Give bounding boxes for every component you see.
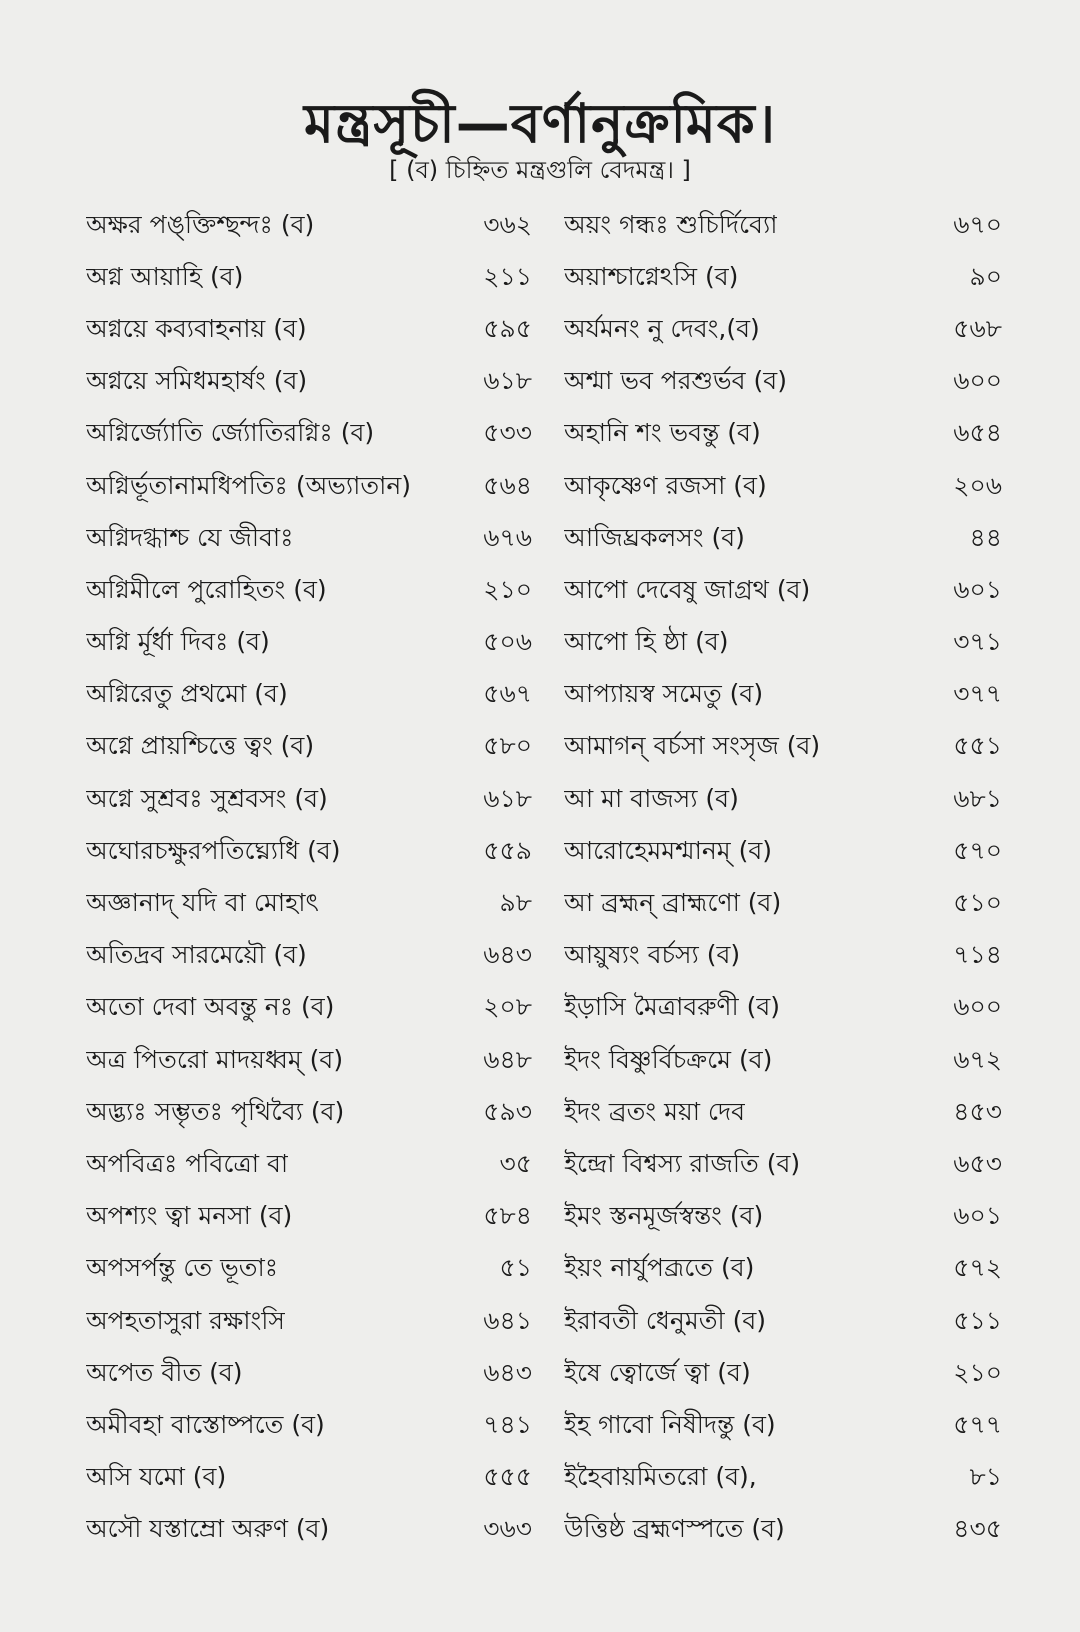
mantra-text: ইদং বিষ্ণুর্বিচক্রমে (ব) [564,1044,773,1074]
page-title: মন্ত্রসূচী—বর্ণানুক্রমিক। [303,92,777,155]
mantra-text: অগ্নি র্মূর্ধা দিবঃ (ব) [86,627,270,657]
index-entry [564,1244,1002,1296]
index-entry [86,1139,532,1191]
index-entry [86,1192,532,1244]
page-number: ৭৪১ [483,1409,532,1439]
index-entry [564,774,1002,826]
page-number: ৩৬৩ [483,1514,532,1544]
index-entry [86,983,532,1035]
mantra-text: ইরাবতী ধেনুমতী (ব) [564,1305,767,1335]
page-number: ৬৪৩ [483,1357,532,1387]
index-entry [86,252,532,304]
index-entry [86,513,532,565]
index-entry [564,565,1002,617]
page-number: ৬০১ [953,574,1002,604]
index-entry [86,409,532,461]
mantra-text: অত্র পিতরো মাদয়ধ্বম্ (ব) [86,1044,344,1074]
index-entry [86,670,532,722]
mantra-text: আজিঘ্রকলসং (ব) [564,522,745,552]
page-number: ৬৭২ [953,1044,1002,1074]
index-entry [86,304,532,356]
page-number: ৬৭৬ [483,522,532,552]
mantra-text: আরোহেমমশ্মানম্ (ব) [564,835,773,865]
mantra-text: ইয়ং নার্যুপব্রূতে (ব) [564,1253,755,1283]
index-entry [564,618,1002,670]
page-number: ৬৫৪ [953,418,1002,448]
mantra-text: অতিদ্রব সারমেয়ৌ (ব) [86,940,307,970]
mantra-text: আকৃষ্ণেণ রজসা (ব) [564,470,767,500]
page-number: ৬১৮ [483,366,532,396]
page-number: ৯৮ [499,888,532,918]
mantra-text: অদ্ভ্যঃ সম্ভৃতঃ পৃথিব্যৈ (ব) [86,1096,345,1126]
page-number: ২১০ [953,1357,1002,1387]
page-number: ৩৭৭ [953,679,1002,709]
page-number: ২০৮ [483,992,532,1022]
page-number: ৫৮৪ [483,1201,532,1231]
mantra-text: অঘোরচক্ষুরপতিঘ্ন্যেধি (ব) [86,835,341,865]
index-entry [564,1348,1002,1400]
mantra-text: অগ্নে প্রায়শ্চিত্তে ত্বং (ব) [86,731,315,761]
mantra-text: অহানি শং ভবন্তু (ব) [564,418,761,448]
page-subtitle: [ (ব) চিহ্নিত মন্ত্রগুলি বেদমন্ত্র। ] [389,156,691,184]
page-number: ৫৫৫ [483,1462,532,1492]
index-entry [86,1244,532,1296]
index-entry [564,1296,1002,1348]
page-number: ৫৫১ [953,731,1002,761]
index-entry [564,1139,1002,1191]
mantra-text: আ মা বাজস্য (ব) [564,783,739,813]
mantra-text: ইহৈবায়মিতরো (ব), [564,1462,757,1492]
index-entry [86,931,532,983]
index-entry [564,357,1002,409]
mantra-text: অপবিত্রঃ পবিত্রো বা [86,1148,289,1178]
page-number: ৫৫৯ [483,835,532,865]
right-column [564,200,1002,1557]
mantra-text: অগ্নিমীলে পুরোহিতং (ব) [86,574,327,604]
index-entry [86,1348,532,1400]
index-entry [86,618,532,670]
page-number: ৫১ [499,1253,532,1283]
index-entry [564,1505,1002,1557]
mantra-text: অগ্নয়ে সমিধমহার্ষং (ব) [86,366,308,396]
index-entry [86,722,532,774]
index-entry [86,461,532,513]
mantra-text: অগ্নিরেতু প্রথমো (ব) [86,679,288,709]
page-number: ৫৩৩ [483,418,532,448]
page-number: ৫৯৫ [483,313,532,343]
page-number: ৫৭২ [953,1253,1002,1283]
page-number: ৯০ [969,261,1002,291]
page-number: ৬০১ [953,1201,1002,1231]
page-number: ৪৪ [969,522,1002,552]
index-entry [86,774,532,826]
mantra-text: অপেত বীত (ব) [86,1357,243,1387]
mantra-text: অসি যমো (ব) [86,1462,227,1492]
index-entry [564,1192,1002,1244]
index-entry [564,983,1002,1035]
index-entry [564,513,1002,565]
page-number: ৩৭১ [953,627,1002,657]
page-number: ৩৬২ [483,209,532,239]
page-number: ৫৮০ [483,731,532,761]
page-number: ৫১১ [953,1305,1002,1335]
mantra-text: উত্তিষ্ঠ ব্রহ্মণস্পতে (ব) [564,1514,785,1544]
mantra-text: অগ্নয়ে কব্যবাহনায় (ব) [86,313,307,343]
mantra-text: অক্ষর পঙ্‌ক্তিশ্ছন্দঃ (ব) [86,209,315,239]
page-number: ৭১৪ [953,940,1002,970]
mantra-text: ইমং স্তনমূর্জস্বন্তং (ব) [564,1201,764,1231]
index-entry [86,1453,532,1505]
index-entry [564,826,1002,878]
index-entry [564,1087,1002,1139]
mantra-text: আ ব্রহ্মন্ ব্রাহ্মণো (ব) [564,888,782,918]
mantra-text: অশ্মা ভব পরশুর্ভব (ব) [564,366,787,396]
mantra-text: অর্যমনং নু দেবং,(ব) [564,313,760,343]
index-entry [564,931,1002,983]
index-entry [86,565,532,617]
mantra-text: ইড়াসি মৈত্রাবরুণী (ব) [564,992,781,1022]
page-number: ৬০০ [953,366,1002,396]
mantra-text: অগ্ন আয়াহি (ব) [86,261,244,291]
page-number: ৫৯৩ [483,1096,532,1126]
page-number: ৫৭৭ [953,1409,1002,1439]
index-entry [564,461,1002,513]
page-number: ৬৫৩ [953,1148,1002,1178]
index-entry [564,304,1002,356]
index-entry [86,200,532,252]
page-number: ২০৬ [953,470,1002,500]
page-number: ২১০ [483,574,532,604]
mantra-text: আমাগন্ বর্চসা সংসৃজ (ব) [564,731,821,761]
mantra-text: ইষে ত্বোর্জে ত্বা (ব) [564,1357,751,1387]
mantra-text: অসৌ যস্তাম্রো অরুণ (ব) [86,1514,330,1544]
mantra-text: ইদং ব্রতং ময়া দেব [564,1096,746,1126]
index-entry [564,1400,1002,1452]
page-number: ৪৩৫ [953,1514,1002,1544]
left-column [86,200,532,1557]
page-number: ৬৪৮ [483,1044,532,1074]
mantra-text: অয়ং গন্ধঃ শুচির্দিব্যো [564,209,778,239]
mantra-text: অগ্নে সুশ্রবঃ সুশ্রবসং (ব) [86,783,328,813]
page-number: ৬৭০ [953,209,1002,239]
page-number: ৫০৬ [483,627,532,657]
index-entry [564,252,1002,304]
index-entry [564,670,1002,722]
mantra-text: আপো হি ষ্ঠা (ব) [564,627,729,657]
mantra-text: অপশ্যং ত্বা মনসা (ব) [86,1201,293,1231]
page-number: ৬০০ [953,992,1002,1022]
index-entry [86,1035,532,1087]
mantra-text: আপো দেবেষু জাগ্রথ (ব) [564,574,811,604]
page-number: ২১১ [483,261,532,291]
index-entry [564,409,1002,461]
mantra-text: অমীবহা বাস্তোষ্পতে (ব) [86,1409,325,1439]
index-entry [564,200,1002,252]
mantra-text: অগ্নিদগ্ধাশ্চ যে জীবাঃ [86,522,294,552]
mantra-text: অপসর্পন্তু তে ভূতাঃ [86,1253,279,1283]
page-number: ৮১ [969,1462,1002,1492]
index-entry [86,357,532,409]
page-number: ৬১৮ [483,783,532,813]
index-entry [86,878,532,930]
mantra-text: ইহ গাবো নিষীদন্তু (ব) [564,1409,776,1439]
index-entry [86,1400,532,1452]
page-number: ৬৪৩ [483,940,532,970]
page-number: ৪৫৩ [953,1096,1002,1126]
page-number: ৫১০ [953,888,1002,918]
index-entry [564,1453,1002,1505]
index-entry [564,722,1002,774]
page-number: ৫৬৭ [483,679,532,709]
index-entry [86,826,532,878]
page-number: ৬৪১ [483,1305,532,1335]
index-entry [86,1087,532,1139]
mantra-text: অপহতাসুরা রক্ষাংসি [86,1305,285,1335]
mantra-text: অজ্ঞানাদ্ যদি বা মোহাৎ [86,888,319,918]
index-entry [86,1505,532,1557]
index-entry [86,1296,532,1348]
mantra-text: আপ্যায়স্ব সমেতু (ব) [564,679,764,709]
page-number: ৫৭০ [953,835,1002,865]
mantra-text: অগ্নির্ভূতানামধিপতিঃ (অভ্যাতান) [86,470,412,500]
page-number: ৬৮১ [953,783,1002,813]
mantra-text: অগ্নির্জ্যোতি র্জ্যোতিরগ্নিঃ (ব) [86,418,375,448]
page-number: ৩৫ [499,1148,532,1178]
mantra-text: আয়ুষ্যং বর্চস্য (ব) [564,940,741,970]
mantra-text: অতো দেবা অবন্তু নঃ (ব) [86,992,335,1022]
index-entry [564,1035,1002,1087]
mantra-text: অয়াশ্চাগ্নেঽসি (ব) [564,261,739,291]
index-entry [564,878,1002,930]
page-number: ৫৬৮ [953,313,1002,343]
mantra-text: ইন্দ্রো বিশ্বস্য রাজতি (ব) [564,1148,801,1178]
page-number: ৫৬৪ [483,470,532,500]
